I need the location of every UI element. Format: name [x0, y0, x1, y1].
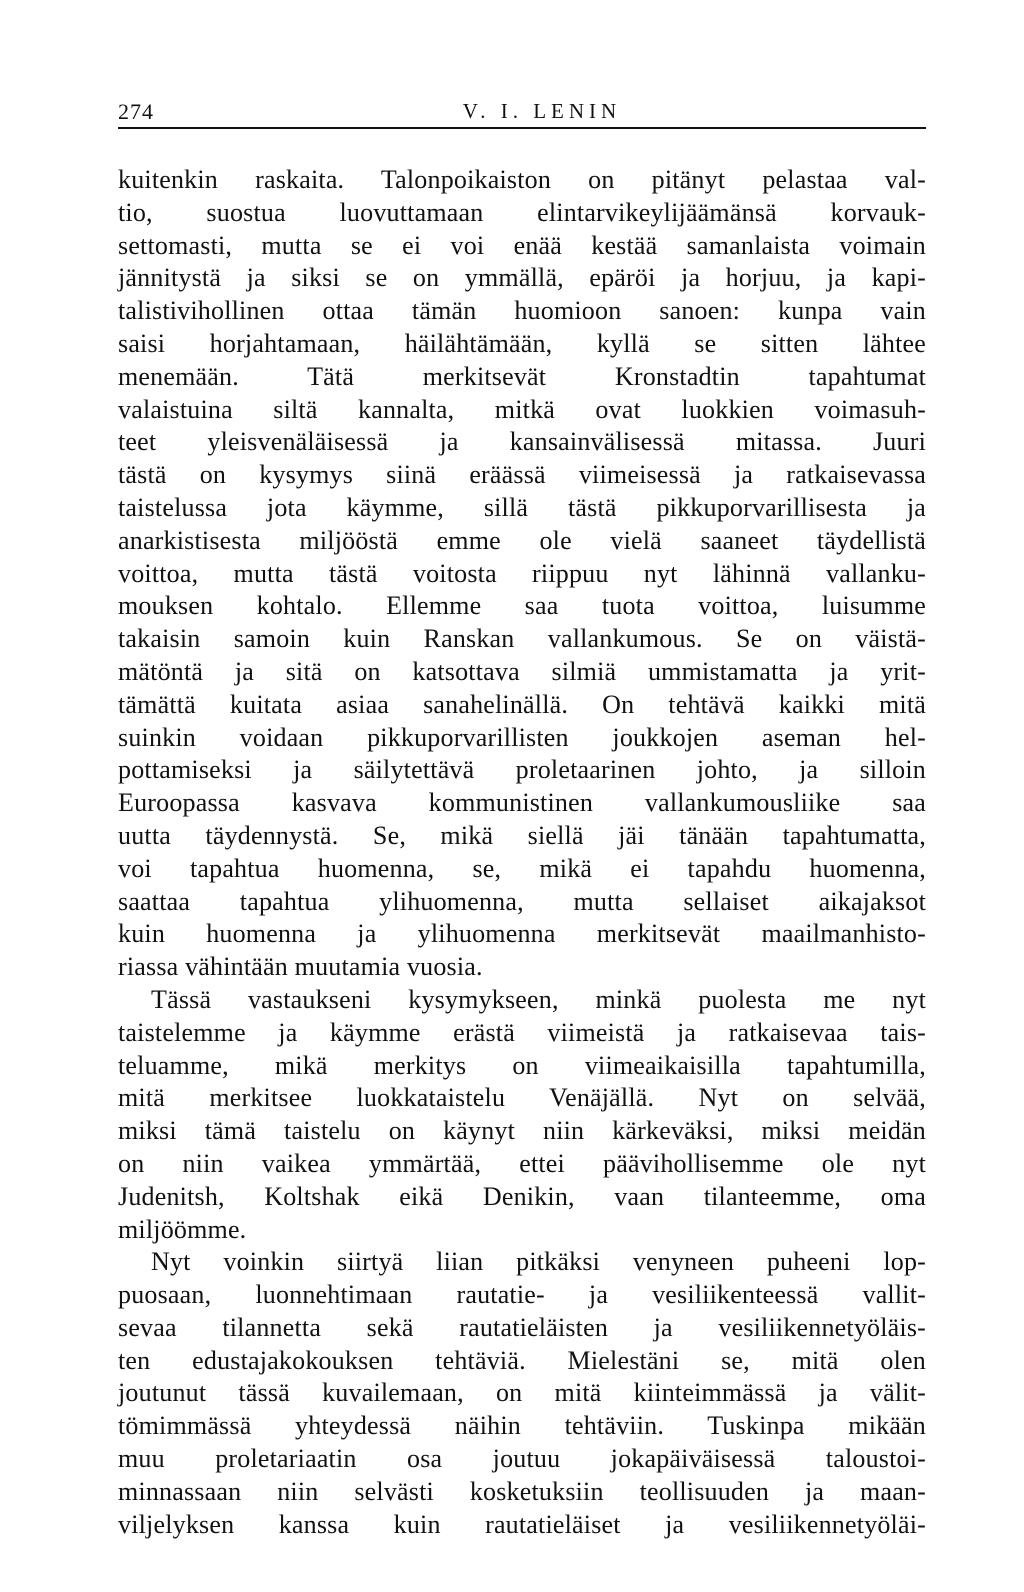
text-line: Euroopassa kasvava kommunistinen vallankumousliike saa [118, 788, 926, 818]
text-line: jännitystä ja siksi se on ymmällä, epäröi ja horjuu, ja kapi- [118, 263, 926, 293]
running-head-title: V. I. LENIN [462, 99, 622, 123]
text-line: muu proletariaatin osa joutuu jokapäiväisessä taloustoi- [118, 1444, 926, 1474]
text-line: pottamiseksi ja säilytettävä proletaarinen johto, ja silloin [118, 755, 926, 785]
book-page [118, 95, 926, 1541]
text-line: menemään. Tätä merkitsevät Kronstadtin tapahtumat [118, 361, 926, 391]
text-line: kuin huomenna ja ylihuomenna merkitsevät maailmanhisto- [118, 919, 926, 949]
text-line: sevaa tilannetta sekä rautatieläisten ja vesiliikennetyöläis- [118, 1312, 926, 1342]
text-line: puosaan, luonnehtimaan rautatie- ja vesiliikenteessä vallit- [118, 1280, 926, 1310]
running-head [118, 95, 926, 129]
text-line: taistelemme ja käymme erästä viimeistä ja ratkaisevaa tais- [118, 1017, 926, 1047]
text-line: anarkistisesta miljööstä emme ole vielä saaneet täydellistä [118, 525, 926, 555]
text-line: Tässä vastaukseni kysymykseen, minkä puolesta me nyt [151, 984, 926, 1014]
text-line: mouksen kohtalo. Ellemme saa tuota voittoa, luisumme [118, 591, 926, 621]
text-line: valaistuina siltä kannalta, mitkä ovat luokkien voimasuh- [118, 394, 926, 424]
text-line: settomasti, mutta se ei voi enää kestää samanlaista voimain [118, 230, 926, 260]
text-line: minnassaan niin selvästi kosketuksiin teollisuuden ja maan- [118, 1476, 926, 1506]
text-line: suinkin voidaan pikkuporvarillisten joukkojen aseman hel- [118, 722, 926, 752]
text-line: miljöömme. [118, 1214, 247, 1244]
text-line: saattaa tapahtua ylihuomenna, mutta sellaiset aikajaksot [118, 886, 926, 916]
text-line: mätöntä ja sitä on katsottava silmiä ummistamatta ja yrit- [118, 656, 926, 686]
body-text [118, 164, 926, 1541]
text-line: mitä merkitsee luokkataistelu Venäjällä. Nyt on selvää, [118, 1083, 926, 1113]
text-line: Judenitsh, Koltshak eikä Denikin, vaan tilanteemme, oma [118, 1181, 926, 1211]
text-line: tästä on kysymys siinä eräässä viimeisessä ja ratkaisevassa [118, 460, 926, 490]
text-line: viljelyksen kanssa kuin rautatieläiset ja vesiliikennetyöläi- [118, 1509, 926, 1539]
text-line: miksi tämä taistelu on käynyt niin kärkeväksi, miksi meidän [118, 1116, 926, 1146]
text-line: voi tapahtua huomenna, se, mikä ei tapahdu huomenna, [118, 853, 926, 883]
text-line: tömimmässä yhteydessä näihin tehtäviin. Tuskinpa mikään [118, 1411, 926, 1441]
text-line: talistivihollinen ottaa tämän huomioon sanoen: kunpa vain [118, 296, 926, 326]
text-line: taistelussa jota käymme, sillä tästä pikkuporvarillisesta ja [118, 492, 926, 522]
text-line: saisi horjahtamaan, häilähtämään, kyllä se sitten lähtee [118, 328, 926, 358]
text-line: ten edustajakokouksen tehtäviä. Mielestäni se, mitä olen [118, 1345, 926, 1375]
text-line: uutta täydennystä. Se, mikä siellä jäi tänään tapahtumatta, [118, 820, 926, 850]
text-line: voittoa, mutta tästä voitosta riippuu nyt lähinnä vallanku- [118, 558, 926, 588]
text-line: Nyt voinkin siirtyä liian pitkäksi venyneen puheeni lop- [151, 1247, 926, 1277]
text-line: tio, suostua luovuttamaan elintarvikeylijäämänsä korvauk- [118, 197, 926, 227]
text-line: takaisin samoin kuin Ranskan vallankumous. Se on väistä- [118, 624, 926, 654]
text-line: riassa vähintään muutamia vuosia. [118, 952, 483, 982]
page-number: 274 [118, 99, 154, 124]
text-line: teet yleisvenäläisessä ja kansainvälisessä mitassa. Juuri [118, 427, 926, 457]
text-line: tämättä kuitata asiaa sanahelinällä. On tehtävä kaikki mitä [118, 689, 926, 719]
text-line: teluamme, mikä merkitys on viimeaikaisilla tapahtumilla, [118, 1050, 926, 1080]
text-line: on niin vaikea ymmärtää, ettei päävihollisemme ole nyt [118, 1148, 926, 1178]
text-line: kuitenkin raskaita. Talonpoikaiston on pitänyt pelastaa val- [118, 165, 926, 194]
text-line: joutunut tässä kuvailemaan, on mitä kiinteimmässä ja välit- [118, 1378, 926, 1408]
